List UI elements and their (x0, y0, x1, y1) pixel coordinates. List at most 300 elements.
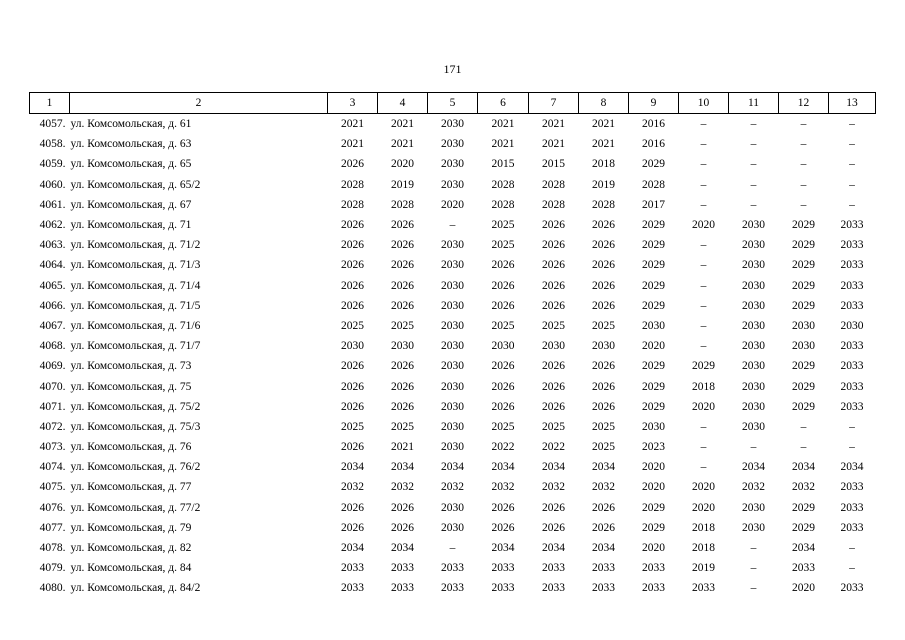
table-row (30, 498, 876, 518)
row-number: 4069. (39, 360, 66, 373)
address-cell: ул. Комсомольская, д. 65/2 (70, 178, 201, 191)
year-cell-col-8: 2025 (592, 319, 615, 332)
year-cell-col-10: – (700, 299, 707, 312)
year-cell-col-9: 2029 (642, 521, 665, 534)
year-cell-col-13: 2033 (840, 219, 864, 232)
year-cell-col-8: 2034 (592, 542, 615, 555)
year-cell-col-7: 2030 (542, 340, 565, 353)
year-cell-col-5: 2030 (441, 299, 464, 312)
year-cell-col-3: 2026 (341, 158, 364, 171)
table-row (30, 578, 876, 598)
year-cell-col-12: – (800, 178, 807, 191)
table-row (30, 538, 876, 558)
year-cell-col-5: – (449, 542, 456, 555)
address-cell: ул. Комсомольская, д. 77 (70, 481, 192, 494)
year-cell-col-8: 2026 (592, 219, 615, 232)
year-cell-col-10: – (700, 441, 707, 454)
table-row (30, 316, 876, 336)
year-cell-col-12: 2029 (792, 219, 815, 232)
year-cell-col-5: 2030 (441, 501, 464, 514)
column-header-13: 13 (829, 93, 876, 114)
year-cell-col-10: – (700, 158, 707, 171)
year-cell-col-7: 2026 (542, 299, 565, 312)
year-cell-col-9: 2023 (642, 441, 665, 454)
column-header-1: 1 (30, 93, 70, 114)
year-cell-col-6: 2015 (491, 158, 515, 171)
year-cell-col-13: 2034 (840, 461, 864, 474)
year-cell-col-6: 2026 (491, 259, 515, 272)
column-header-11: 11 (729, 93, 779, 114)
year-cell-col-9: 2029 (642, 299, 665, 312)
year-cell-col-13: – (849, 178, 855, 191)
year-cell-col-7: 2026 (542, 501, 565, 514)
year-cell-col-3: 2021 (341, 138, 364, 151)
year-cell-col-11: 2030 (742, 420, 765, 433)
year-cell-col-5: 2030 (441, 279, 464, 292)
year-cell-col-13: 2033 (840, 521, 864, 534)
year-cell-col-12: 2034 (792, 542, 815, 555)
year-cell-col-3: 2026 (341, 400, 364, 413)
address-cell: ул. Комсомольская, д. 84 (70, 562, 192, 575)
year-cell-col-12: – (800, 198, 807, 211)
year-cell-col-3: 2026 (341, 299, 364, 312)
year-cell-col-13: 2033 (840, 299, 864, 312)
year-cell-col-7: 2032 (542, 481, 565, 494)
year-cell-col-10: – (700, 118, 707, 131)
year-cell-col-5: 2030 (441, 239, 464, 252)
year-cell-col-5: 2020 (441, 198, 464, 211)
year-cell-col-12: 2029 (792, 400, 815, 413)
year-cell-col-10: – (700, 319, 707, 332)
year-cell-col-5: 2034 (441, 461, 464, 474)
year-cell-col-6: 2034 (491, 542, 515, 555)
year-cell-col-9: 2029 (642, 279, 665, 292)
year-cell-col-11: 2032 (742, 481, 765, 494)
year-cell-col-13: – (849, 562, 855, 575)
year-cell-col-7: 2021 (542, 138, 565, 151)
year-cell-col-11: 2030 (742, 239, 765, 252)
year-cell-col-8: 2026 (592, 400, 615, 413)
year-cell-col-10: 2018 (692, 542, 715, 555)
year-cell-col-5: – (449, 219, 456, 232)
year-cell-col-6: 2026 (491, 279, 515, 292)
year-cell-col-4: 2026 (391, 400, 414, 413)
year-cell-col-4: 2021 (391, 118, 414, 131)
row-number: 4077. (39, 521, 66, 534)
year-cell-col-4: 2033 (391, 582, 414, 595)
year-cell-col-13: – (849, 138, 855, 151)
row-number: 4063. (39, 239, 66, 252)
year-cell-col-9: 2029 (642, 501, 665, 514)
row-number: 4059. (39, 158, 66, 171)
year-cell-col-6: 2025 (491, 219, 515, 232)
year-cell-col-8: 2026 (592, 239, 615, 252)
year-cell-col-8: 2021 (592, 138, 615, 151)
address-cell: ул. Комсомольская, д. 63 (70, 138, 192, 151)
registry-table (29, 92, 876, 599)
table-row (30, 356, 876, 376)
year-cell-col-11: – (750, 178, 757, 191)
year-cell-col-4: 2034 (391, 542, 414, 555)
year-cell-col-13: 2033 (840, 239, 864, 252)
year-cell-col-11: – (750, 118, 757, 131)
year-cell-col-4: 2021 (391, 138, 414, 151)
year-cell-col-8: 2018 (592, 158, 615, 171)
year-cell-col-9: 2030 (642, 420, 665, 433)
year-cell-col-3: 2028 (341, 178, 364, 191)
year-cell-col-8: 2026 (592, 380, 615, 393)
table-row (30, 336, 876, 356)
address-cell: ул. Комсомольская, д. 75/3 (70, 420, 201, 433)
column-header-4: 4 (378, 93, 428, 114)
year-cell-col-4: 2026 (391, 219, 414, 232)
year-cell-col-7: 2025 (542, 319, 565, 332)
row-number: 4065. (39, 279, 66, 292)
year-cell-col-11: – (750, 441, 757, 454)
row-number: 4057. (39, 118, 66, 131)
year-cell-col-13: – (849, 198, 855, 211)
year-cell-col-8: 2019 (592, 178, 615, 191)
column-header-6: 6 (478, 93, 529, 114)
year-cell-col-9: 2033 (642, 582, 665, 595)
row-number: 4079. (39, 562, 66, 575)
year-cell-col-3: 2034 (341, 542, 364, 555)
year-cell-col-7: 2026 (542, 521, 565, 534)
year-cell-col-8: 2026 (592, 279, 615, 292)
year-cell-col-5: 2030 (441, 400, 464, 413)
year-cell-col-6: 2033 (491, 582, 515, 595)
year-cell-col-7: 2034 (542, 461, 565, 474)
year-cell-col-9: 2033 (642, 562, 665, 575)
year-cell-col-3: 2025 (341, 319, 364, 332)
year-cell-col-10: – (700, 259, 707, 272)
year-cell-col-11: 2030 (742, 279, 765, 292)
year-cell-col-13: 2033 (840, 340, 864, 353)
year-cell-col-7: 2026 (542, 239, 565, 252)
row-number: 4064. (39, 259, 66, 272)
year-cell-col-5: 2030 (441, 138, 464, 151)
year-cell-col-9: 2029 (642, 380, 665, 393)
year-cell-col-9: 2020 (642, 481, 665, 494)
year-cell-col-12: 2029 (792, 239, 815, 252)
table-row (30, 175, 876, 195)
year-cell-col-7: 2033 (542, 582, 565, 595)
year-cell-col-12: – (800, 118, 807, 131)
year-cell-col-3: 2030 (341, 340, 364, 353)
address-cell: ул. Комсомольская, д. 75/2 (70, 400, 201, 413)
address-cell: ул. Комсомольская, д. 79 (70, 521, 192, 534)
year-cell-col-13: 2033 (840, 360, 864, 373)
year-cell-col-9: 2029 (642, 158, 665, 171)
year-cell-col-9: 2016 (642, 118, 665, 131)
table-row (30, 235, 876, 255)
year-cell-col-8: 2026 (592, 259, 615, 272)
year-cell-col-10: 2020 (692, 501, 715, 514)
year-cell-col-12: 2034 (792, 461, 815, 474)
address-cell: ул. Комсомольская, д. 67 (70, 198, 192, 211)
year-cell-col-12: 2029 (792, 299, 815, 312)
year-cell-col-7: 2021 (542, 118, 565, 131)
year-cell-col-4: 2019 (391, 178, 414, 191)
year-cell-col-8: 2025 (592, 441, 615, 454)
year-cell-col-11: – (750, 198, 757, 211)
year-cell-col-5: 2030 (441, 360, 464, 373)
year-cell-col-4: 2032 (391, 481, 414, 494)
year-cell-col-6: 2025 (491, 319, 515, 332)
year-cell-col-8: 2030 (592, 340, 615, 353)
year-cell-col-5: 2030 (441, 178, 464, 191)
row-number: 4080. (39, 582, 66, 595)
address-cell: ул. Комсомольская, д. 82 (70, 542, 192, 555)
year-cell-col-7: 2026 (542, 279, 565, 292)
year-cell-col-7: 2026 (542, 219, 565, 232)
year-cell-col-9: 2029 (642, 219, 665, 232)
year-cell-col-7: 2034 (542, 542, 565, 555)
year-cell-col-7: 2028 (542, 198, 565, 211)
year-cell-col-4: 2028 (391, 198, 414, 211)
row-number: 4067. (39, 319, 66, 332)
year-cell-col-7: 2028 (542, 178, 565, 191)
row-number: 4072. (39, 420, 66, 433)
year-cell-col-13: 2033 (840, 481, 864, 494)
year-cell-col-11: – (750, 582, 757, 595)
address-cell: ул. Комсомольская, д. 76/2 (70, 461, 201, 474)
year-cell-col-11: – (750, 562, 757, 575)
year-cell-col-12: 2033 (792, 562, 815, 575)
year-cell-col-10: – (700, 340, 707, 353)
year-cell-col-5: 2030 (441, 521, 464, 534)
year-cell-col-10: 2033 (692, 582, 715, 595)
row-number: 4070. (39, 380, 66, 393)
table-row (30, 477, 876, 497)
year-cell-col-8: 2026 (592, 521, 615, 534)
year-cell-col-11: 2030 (742, 299, 765, 312)
year-cell-col-13: 2033 (840, 400, 864, 413)
year-cell-col-6: 2030 (491, 340, 515, 353)
year-cell-col-13: 2033 (840, 501, 864, 514)
year-cell-col-6: 2026 (491, 360, 515, 373)
header-row (30, 93, 876, 114)
address-cell: ул. Комсомольская, д. 71/5 (70, 299, 201, 312)
year-cell-col-13: 2030 (840, 319, 864, 332)
address-cell: ул. Комсомольская, д. 71/7 (70, 340, 201, 353)
year-cell-col-10: – (700, 178, 707, 191)
year-cell-col-13: 2033 (840, 279, 864, 292)
year-cell-col-6: 2026 (491, 501, 515, 514)
year-cell-col-9: 2029 (642, 360, 665, 373)
year-cell-col-6: 2028 (491, 198, 515, 211)
year-cell-col-10: – (700, 279, 707, 292)
year-cell-col-13: – (849, 158, 855, 171)
year-cell-col-12: 2029 (792, 521, 815, 534)
year-cell-col-9: 2020 (642, 461, 665, 474)
row-number: 4071. (39, 400, 66, 413)
year-cell-col-3: 2026 (341, 441, 364, 454)
table-row (30, 397, 876, 417)
table-row (30, 417, 876, 437)
row-number: 4074. (39, 461, 66, 474)
year-cell-col-12: – (800, 138, 807, 151)
year-cell-col-5: 2030 (441, 340, 464, 353)
year-cell-col-5: 2032 (441, 481, 464, 494)
year-cell-col-3: 2026 (341, 219, 364, 232)
year-cell-col-11: 2030 (742, 380, 765, 393)
year-cell-col-4: 2026 (391, 501, 414, 514)
year-cell-col-3: 2026 (341, 259, 364, 272)
address-cell: ул. Комсомольская, д. 77/2 (70, 501, 201, 514)
column-header-3: 3 (328, 93, 378, 114)
year-cell-col-9: 2029 (642, 400, 665, 413)
year-cell-col-11: – (750, 158, 757, 171)
year-cell-col-4: 2033 (391, 562, 414, 575)
year-cell-col-3: 2033 (341, 582, 364, 595)
year-cell-col-11: 2030 (742, 340, 765, 353)
year-cell-col-12: 2029 (792, 380, 815, 393)
year-cell-col-9: 2020 (642, 340, 665, 353)
year-cell-col-4: 2020 (391, 158, 414, 171)
year-cell-col-10: 2029 (692, 360, 715, 373)
year-cell-col-12: – (800, 441, 807, 454)
year-cell-col-7: 2022 (542, 441, 565, 454)
year-cell-col-12: 2029 (792, 259, 815, 272)
row-number: 4068. (39, 340, 66, 353)
column-header-8: 8 (579, 93, 629, 114)
year-cell-col-3: 2026 (341, 380, 364, 393)
year-cell-col-9: 2030 (642, 319, 665, 332)
year-cell-col-7: 2026 (542, 360, 565, 373)
address-cell: ул. Комсомольская, д. 61 (70, 118, 192, 131)
table-row (30, 195, 876, 215)
year-cell-col-12: 2029 (792, 360, 815, 373)
year-cell-col-9: 2020 (642, 542, 665, 555)
year-cell-col-13: 2033 (840, 582, 864, 595)
table-row (30, 276, 876, 296)
year-cell-col-8: 2028 (592, 198, 615, 211)
year-cell-col-11: – (750, 138, 757, 151)
year-cell-col-12: – (800, 158, 807, 171)
year-cell-col-6: 2026 (491, 400, 515, 413)
year-cell-col-6: 2026 (491, 521, 515, 534)
year-cell-col-5: 2030 (441, 259, 464, 272)
year-cell-col-8: 2034 (592, 461, 615, 474)
year-cell-col-8: 2033 (592, 562, 615, 575)
year-cell-col-3: 2026 (341, 360, 364, 373)
table-row (30, 114, 876, 135)
address-cell: ул. Комсомольская, д. 65 (70, 158, 192, 171)
year-cell-col-6: 2033 (491, 562, 515, 575)
year-cell-col-11: 2030 (742, 259, 765, 272)
table-row (30, 255, 876, 275)
year-cell-col-10: 2020 (692, 481, 715, 494)
year-cell-col-3: 2026 (341, 521, 364, 534)
year-cell-col-6: 2021 (491, 138, 515, 151)
year-cell-col-13: – (849, 118, 855, 131)
row-number: 4061. (39, 198, 66, 211)
year-cell-col-6: 2022 (491, 441, 515, 454)
year-cell-col-6: 2026 (491, 299, 515, 312)
year-cell-col-4: 2026 (391, 299, 414, 312)
year-cell-col-10: – (700, 198, 707, 211)
address-cell: ул. Комсомольская, д. 75 (70, 380, 192, 393)
year-cell-col-12: 2030 (792, 319, 815, 332)
year-cell-col-13: – (849, 542, 855, 555)
page-number: 171 (443, 62, 462, 76)
year-cell-col-5: 2030 (441, 380, 464, 393)
year-cell-col-11: 2030 (742, 501, 765, 514)
year-cell-col-7: 2033 (542, 562, 565, 575)
row-number: 4076. (39, 501, 66, 514)
year-cell-col-6: 2026 (491, 380, 515, 393)
year-cell-col-13: 2033 (840, 259, 864, 272)
year-cell-col-3: 2034 (341, 461, 364, 474)
table-row (30, 215, 876, 235)
year-cell-col-8: 2026 (592, 299, 615, 312)
table-row (30, 518, 876, 538)
year-cell-col-4: 2025 (391, 420, 414, 433)
year-cell-col-4: 2025 (391, 319, 414, 332)
year-cell-col-7: 2026 (542, 380, 565, 393)
year-cell-col-3: 2026 (341, 501, 364, 514)
table-row (30, 558, 876, 578)
row-number: 4073. (39, 441, 66, 454)
year-cell-col-3: 2026 (341, 279, 364, 292)
column-header-2: 2 (70, 93, 328, 114)
year-cell-col-10: 2020 (692, 400, 715, 413)
row-number: 4058. (39, 138, 66, 151)
year-cell-col-3: 2028 (341, 198, 364, 211)
row-number: 4078. (39, 542, 66, 555)
year-cell-col-12: – (800, 420, 807, 433)
row-number: 4066. (39, 299, 66, 312)
year-cell-col-6: 2021 (491, 118, 515, 131)
year-cell-col-12: 2030 (792, 340, 815, 353)
year-cell-col-8: 2025 (592, 420, 615, 433)
year-cell-col-4: 2026 (391, 279, 414, 292)
year-cell-col-13: 2033 (840, 380, 864, 393)
year-cell-col-4: 2026 (391, 360, 414, 373)
column-header-7: 7 (529, 93, 579, 114)
year-cell-col-3: 2021 (341, 118, 364, 131)
year-cell-col-4: 2026 (391, 521, 414, 534)
year-cell-col-11: 2030 (742, 319, 765, 332)
year-cell-col-10: 2020 (692, 219, 715, 232)
year-cell-col-4: 2034 (391, 461, 414, 474)
year-cell-col-10: – (700, 239, 707, 252)
address-cell: ул. Комсомольская, д. 71/4 (70, 279, 201, 292)
year-cell-col-7: 2015 (542, 158, 565, 171)
year-cell-col-5: 2033 (441, 562, 464, 575)
year-cell-col-11: – (750, 542, 757, 555)
column-header-5: 5 (428, 93, 478, 114)
table-row (30, 134, 876, 154)
year-cell-col-10: 2018 (692, 380, 715, 393)
year-cell-col-9: 2016 (642, 138, 665, 151)
column-header-10: 10 (679, 93, 729, 114)
row-number: 4062. (39, 219, 66, 232)
year-cell-col-6: 2028 (491, 178, 515, 191)
year-cell-col-8: 2021 (592, 118, 615, 131)
year-cell-col-5: 2033 (441, 582, 464, 595)
year-cell-col-10: 2019 (692, 562, 715, 575)
year-cell-col-12: 2032 (792, 481, 815, 494)
year-cell-col-4: 2021 (391, 441, 414, 454)
year-cell-col-4: 2030 (391, 340, 414, 353)
year-cell-col-10: 2018 (692, 521, 715, 534)
year-cell-col-12: 2029 (792, 279, 815, 292)
year-cell-col-9: 2017 (642, 198, 665, 211)
year-cell-col-5: 2030 (441, 441, 464, 454)
year-cell-col-10: – (700, 420, 707, 433)
